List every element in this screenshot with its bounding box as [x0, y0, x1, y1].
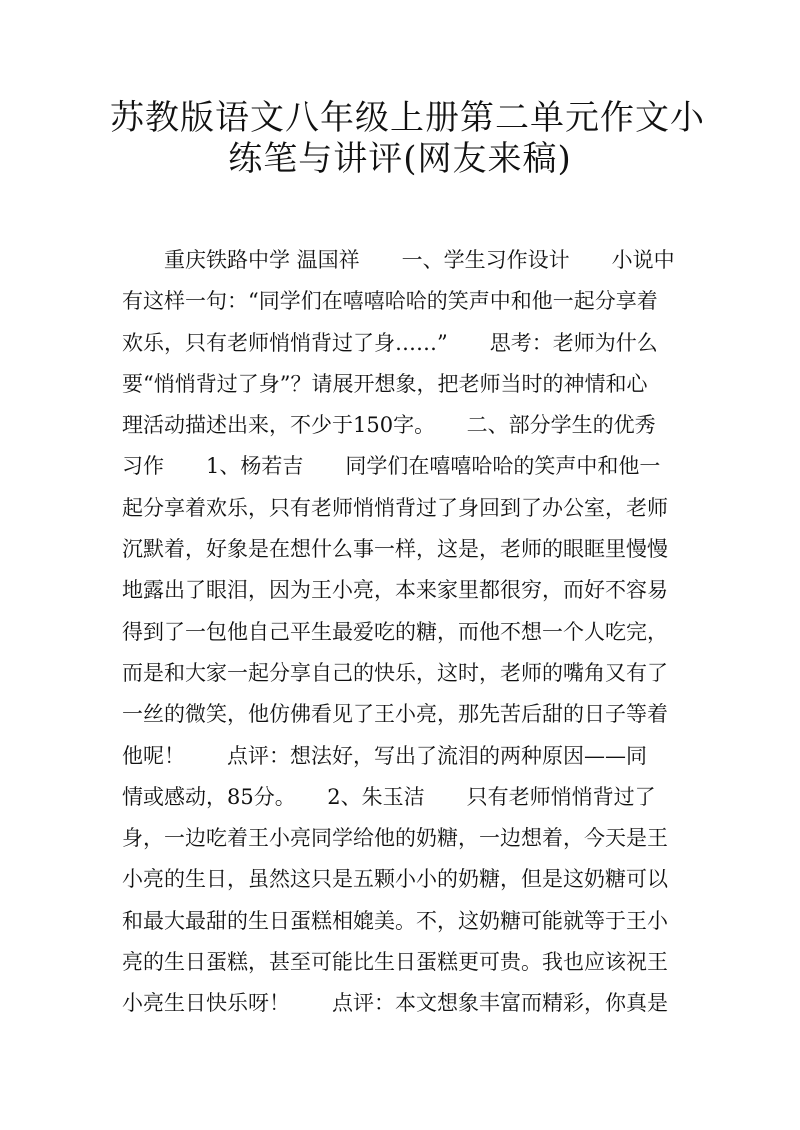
title-line: 苏教版语文八年级上册第二单元作文小: [110, 98, 705, 138]
body-line: 身，一边吃着王小亮同学给他的奶糖，一边想着，今天是王: [122, 826, 668, 851]
body-line: 他呢！ 点评：想法好，写出了流泪的两种原因——同: [122, 743, 647, 768]
body-line: 地露出了眼泪，因为王小亮，本来家里都很穷，而好不容易: [122, 578, 668, 603]
body-line: 亮的生日蛋糕，甚至可能比生日蛋糕更可贵。我也应该祝王: [122, 950, 668, 975]
body-line: 而是和大家一起分享自己的快乐，这时，老师的嘴角又有了: [122, 660, 668, 685]
body-line: 沉默着，好象是在想什么事一样，这是，老师的眼眶里慢慢: [122, 537, 668, 562]
body-line: 小亮的生日，虽然这只是五颗小小的奶糖，但是这奶糖可以: [122, 867, 668, 892]
body-line: 要“悄悄背过了身”？请展开想象，把老师当时的神情和心: [122, 371, 648, 396]
title-line: 练笔与讲评(网友来稿): [228, 139, 572, 180]
body-line: 重庆铁路中学 温国祥 一、学生习作设计 小说中: [122, 248, 675, 272]
body-line: 理活动描述出来，不少于150字。 二、部分学生的优秀: [122, 413, 656, 438]
body-line: 情或感动，85分。 2、朱玉洁 只有老师悄悄背过了: [122, 784, 656, 809]
body-line: 小亮生日快乐呀！ 点评：本文想象丰富而精彩，你真是: [122, 991, 668, 1016]
body-line: 和最大最甜的生日蛋糕相媲美。不，这奶糖可能就等于王小: [122, 908, 668, 933]
document-title: [110, 94, 705, 180]
body-line: 有这样一句：“同学们在嘻嘻哈哈的笑声中和他一起分享着: [122, 289, 658, 314]
body-line: 起分享着欢乐，只有老师悄悄背过了身回到了办公室，老师: [122, 495, 668, 520]
document-body: [122, 240, 682, 1025]
body-line: 一丝的微笑，他仿佛看见了王小亮，那先苦后甜的日子等着: [122, 702, 668, 727]
body-line: 得到了一包他自己平生最爱吃的糖，而他不想一个人吃完，: [122, 619, 668, 644]
body-line: 欢乐，只有老师悄悄背过了身……” 思考：老师为什么: [122, 330, 658, 355]
body-line: 习作 1、杨若吉 同学们在嘻嘻哈哈的笑声中和他一: [122, 454, 661, 479]
